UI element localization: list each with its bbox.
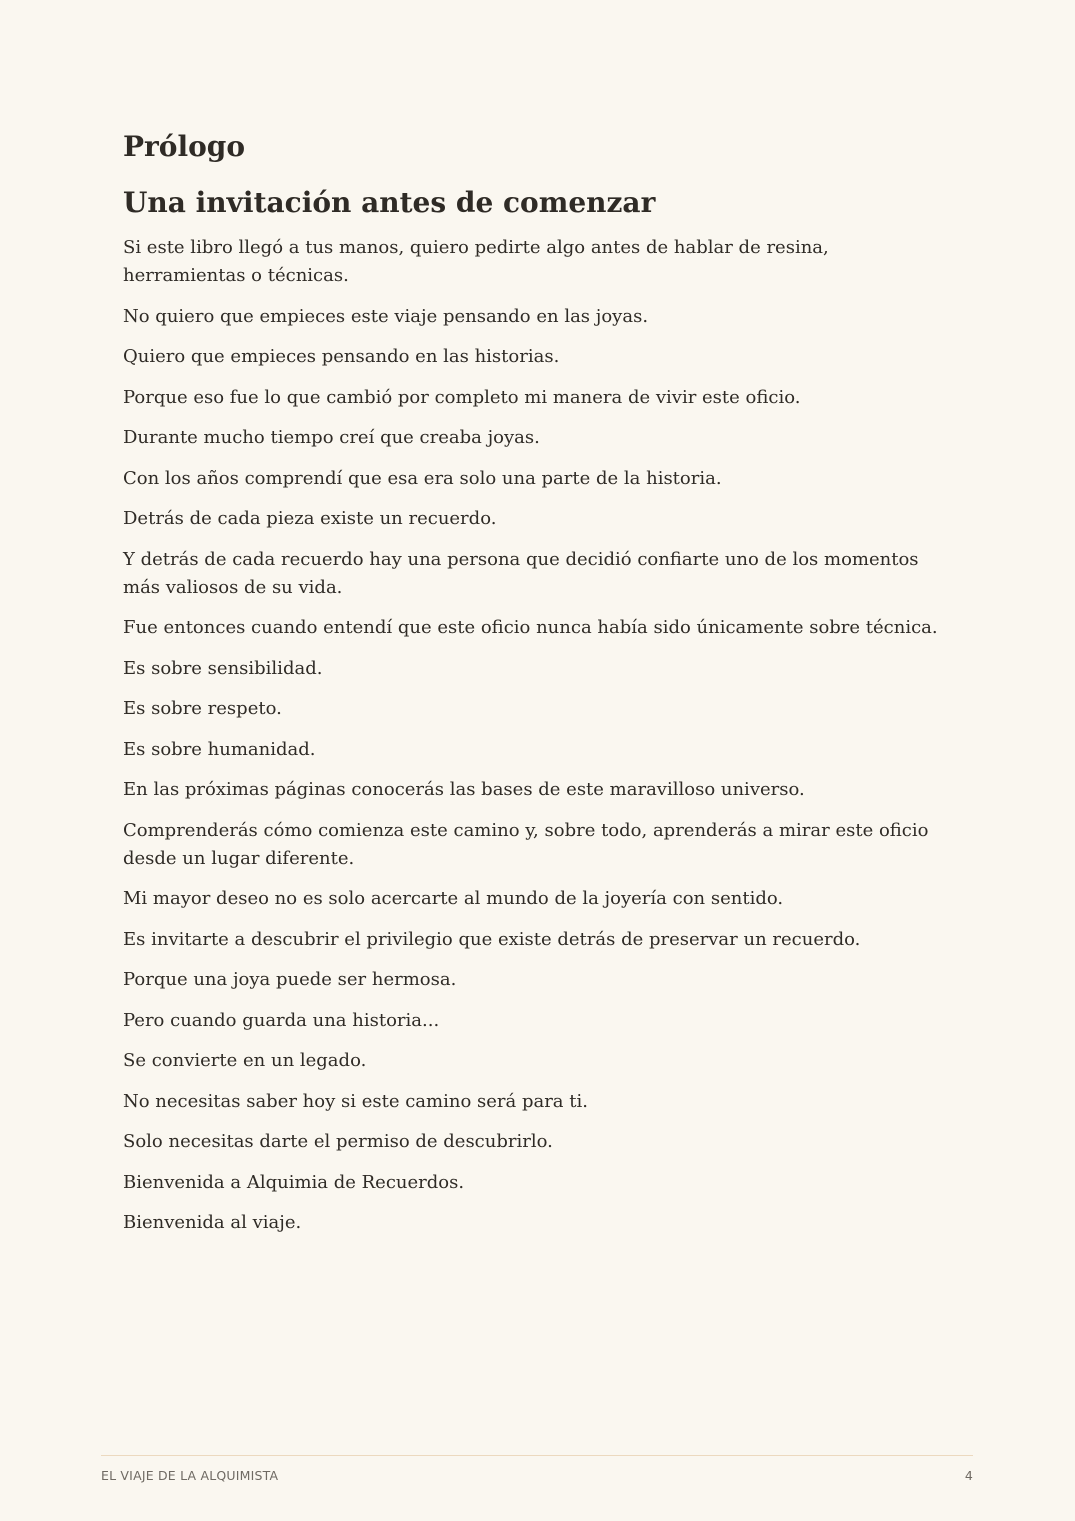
paragraph: Quiero que empieces pensando en las historias. <box>123 346 560 367</box>
paragraph: Con los años comprendí que esa era solo una parte de la historia. <box>123 467 722 489</box>
paragraph: Solo necesitas darte el permiso de descubrirlo. <box>123 1131 553 1152</box>
body-text <box>123 234 943 1237</box>
paragraph: Bienvenida al viaje. <box>123 1212 302 1233</box>
paragraph: No necesitas saber hoy si este camino será para ti. <box>123 1090 588 1112</box>
footer-book-title: EL VIAJE DE LA ALQUIMISTA <box>101 1468 279 1483</box>
chapter-subtitle: Una invitación antes de comenzar <box>123 186 656 219</box>
paragraph: Pero cuando guarda una historia... <box>123 1009 440 1031</box>
paragraph: Porque una joya puede ser hermosa. <box>123 969 457 990</box>
paragraph: Porque eso fue lo que cambió por completo mi manera de vivir este oficio. <box>123 386 801 408</box>
paragraph: Es invitarte a descubrir el privilegio que existe detrás de preservar un recuerdo. <box>123 928 861 950</box>
paragraph: Comprenderás cómo comienza este camino y, sobre todo, aprenderás a mirar este oficio desde un lugar diferente. <box>123 819 929 869</box>
paragraph: Es sobre respeto. <box>123 698 282 719</box>
paragraph: No quiero que empieces este viaje pensando en las joyas. <box>123 305 649 327</box>
paragraph: Durante mucho tiempo creí que creaba joyas. <box>123 427 540 448</box>
paragraph: Bienvenida a Alquimia de Recuerdos. <box>123 1171 465 1193</box>
paragraph: Si este libro llegó a tus manos, quiero pedirte algo antes de hablar de resina, herramientas o técnicas. <box>123 237 829 286</box>
paragraph: En las próximas páginas conocerás las bases de este maravilloso universo. <box>123 779 805 800</box>
page-footer <box>101 1455 973 1483</box>
page-number: 4 <box>964 1468 973 1483</box>
paragraph: Y detrás de cada recuerdo hay una persona que decidió confiarte uno de los momentos más valiosos de su vida. <box>123 548 919 598</box>
paragraph: Es sobre humanidad. <box>123 738 316 760</box>
paragraph: Se convierte en un legado. <box>123 1050 367 1071</box>
paragraph: Es sobre sensibilidad. <box>123 657 323 679</box>
page-content <box>123 128 943 1250</box>
paragraph: Fue entonces cuando entendí que este oficio nunca había sido únicamente sobre técnica. <box>123 617 938 638</box>
paragraph: Mi mayor deseo no es solo acercarte al mundo de la joyería con sentido. <box>123 888 784 909</box>
paragraph: Detrás de cada pieza existe un recuerdo. <box>123 508 497 529</box>
chapter-title: Prólogo <box>123 130 246 163</box>
